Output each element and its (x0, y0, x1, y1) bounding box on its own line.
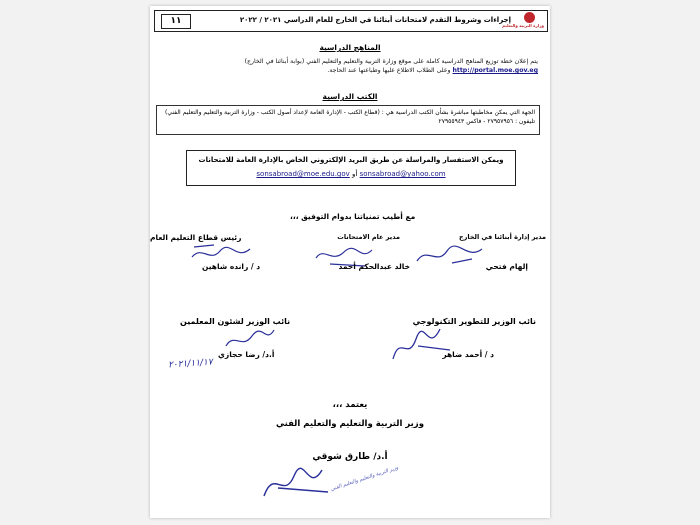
handwritten-date: ٢٠٢١/١١/١٧ (167, 357, 214, 371)
logo-text: وزارة التربية والتعليم (502, 23, 544, 28)
page-number: ١١ (161, 14, 191, 29)
books-heading: الكتب الدراسية (322, 92, 378, 101)
header-title: إجراءات وشروط التقدم لامتحانات أبنائنا في الخارج للعام الدراسي ٢٠٢١ / ٢٠٢٢ (239, 16, 511, 24)
minister-signature (258, 458, 338, 503)
curricula-heading: المناهج الدراسية (319, 43, 381, 52)
signatory-2-title: مدير عام الامتحانات (337, 233, 400, 241)
logo-emblem-icon (524, 12, 535, 23)
page-header (154, 10, 548, 32)
ministry-stamp: وزير التربية والتعليم والتعليم الفني (330, 464, 400, 493)
signatory-4-name: د / أحمد ضاهر (442, 350, 494, 359)
closing-text: مع أطيب تمنياتنا بدوام التوفيق ،،، (290, 212, 416, 221)
curricula-text: يتم إعلان خطة توزيع المناهج الدراسية كاملة على موقع وزارة التربية والتعليم والتعليم الفني (بوابة أبنائنا في الخارج) http://portal.moe.gov.eg وعلى الطلاب الاطلاع عليها وطباعتها عند الحاجة. (244, 58, 538, 74)
signatory-1-title: مدير إدارة أبنائنا في الخارج (458, 233, 546, 241)
signatory-5-title: نائب الوزير لشئون المعلمين (180, 317, 291, 326)
portal-link[interactable]: http://portal.moe.gov.eg (452, 67, 538, 74)
minister-title: وزير التربية والتعليم والتعليم الفني (276, 419, 424, 429)
books-info-box: الجهة التي يمكن مخاطبتها مباشرة بشأن الكتب الدراسية هي : (قطاع الكتب - الإدارة العامة لإعداد أصول الكتب - وزارة التربية والتعليم والتعليم الفني) تليفون : ٢٧٩٥٧٩٥٦ - فاكس ٢٧٩٥٥٩٤٣ (156, 105, 540, 135)
signatory-3-name: د / رانده شاهين (202, 262, 261, 271)
document-page (150, 6, 550, 518)
contact-box (186, 150, 516, 186)
contact-emails: sonsabroad@yahoo.com أو sonsabroad@moe.edu.gov (256, 170, 446, 178)
signatory-3-title: رئيس قطاع التعليم العام (150, 233, 242, 242)
signatory-2-name: خالد عبدالحكم أحمد (338, 262, 410, 271)
signatory-5-name: أ.د/ رضا حجازي (218, 350, 275, 359)
email-link-yahoo[interactable]: sonsabroad@yahoo.com (359, 170, 446, 178)
approval-label: يعتمد ،،، (332, 400, 368, 410)
minister-name: أ.د/ طارق شوقي (312, 452, 388, 462)
contact-text: ويمكن الاستفسار والمراسلة عن طريق البريد الإلكتروني الخاص بالإدارة العامة للامتحانات (198, 156, 504, 164)
signatory-4-title: نائب الوزير للتطوير التكنولوجي (412, 317, 536, 326)
ministry-logo (502, 12, 544, 29)
email-link-moe[interactable]: sonsabroad@moe.edu.gov (256, 170, 350, 178)
signatory-1-name: إلهام فتحي (485, 262, 528, 271)
